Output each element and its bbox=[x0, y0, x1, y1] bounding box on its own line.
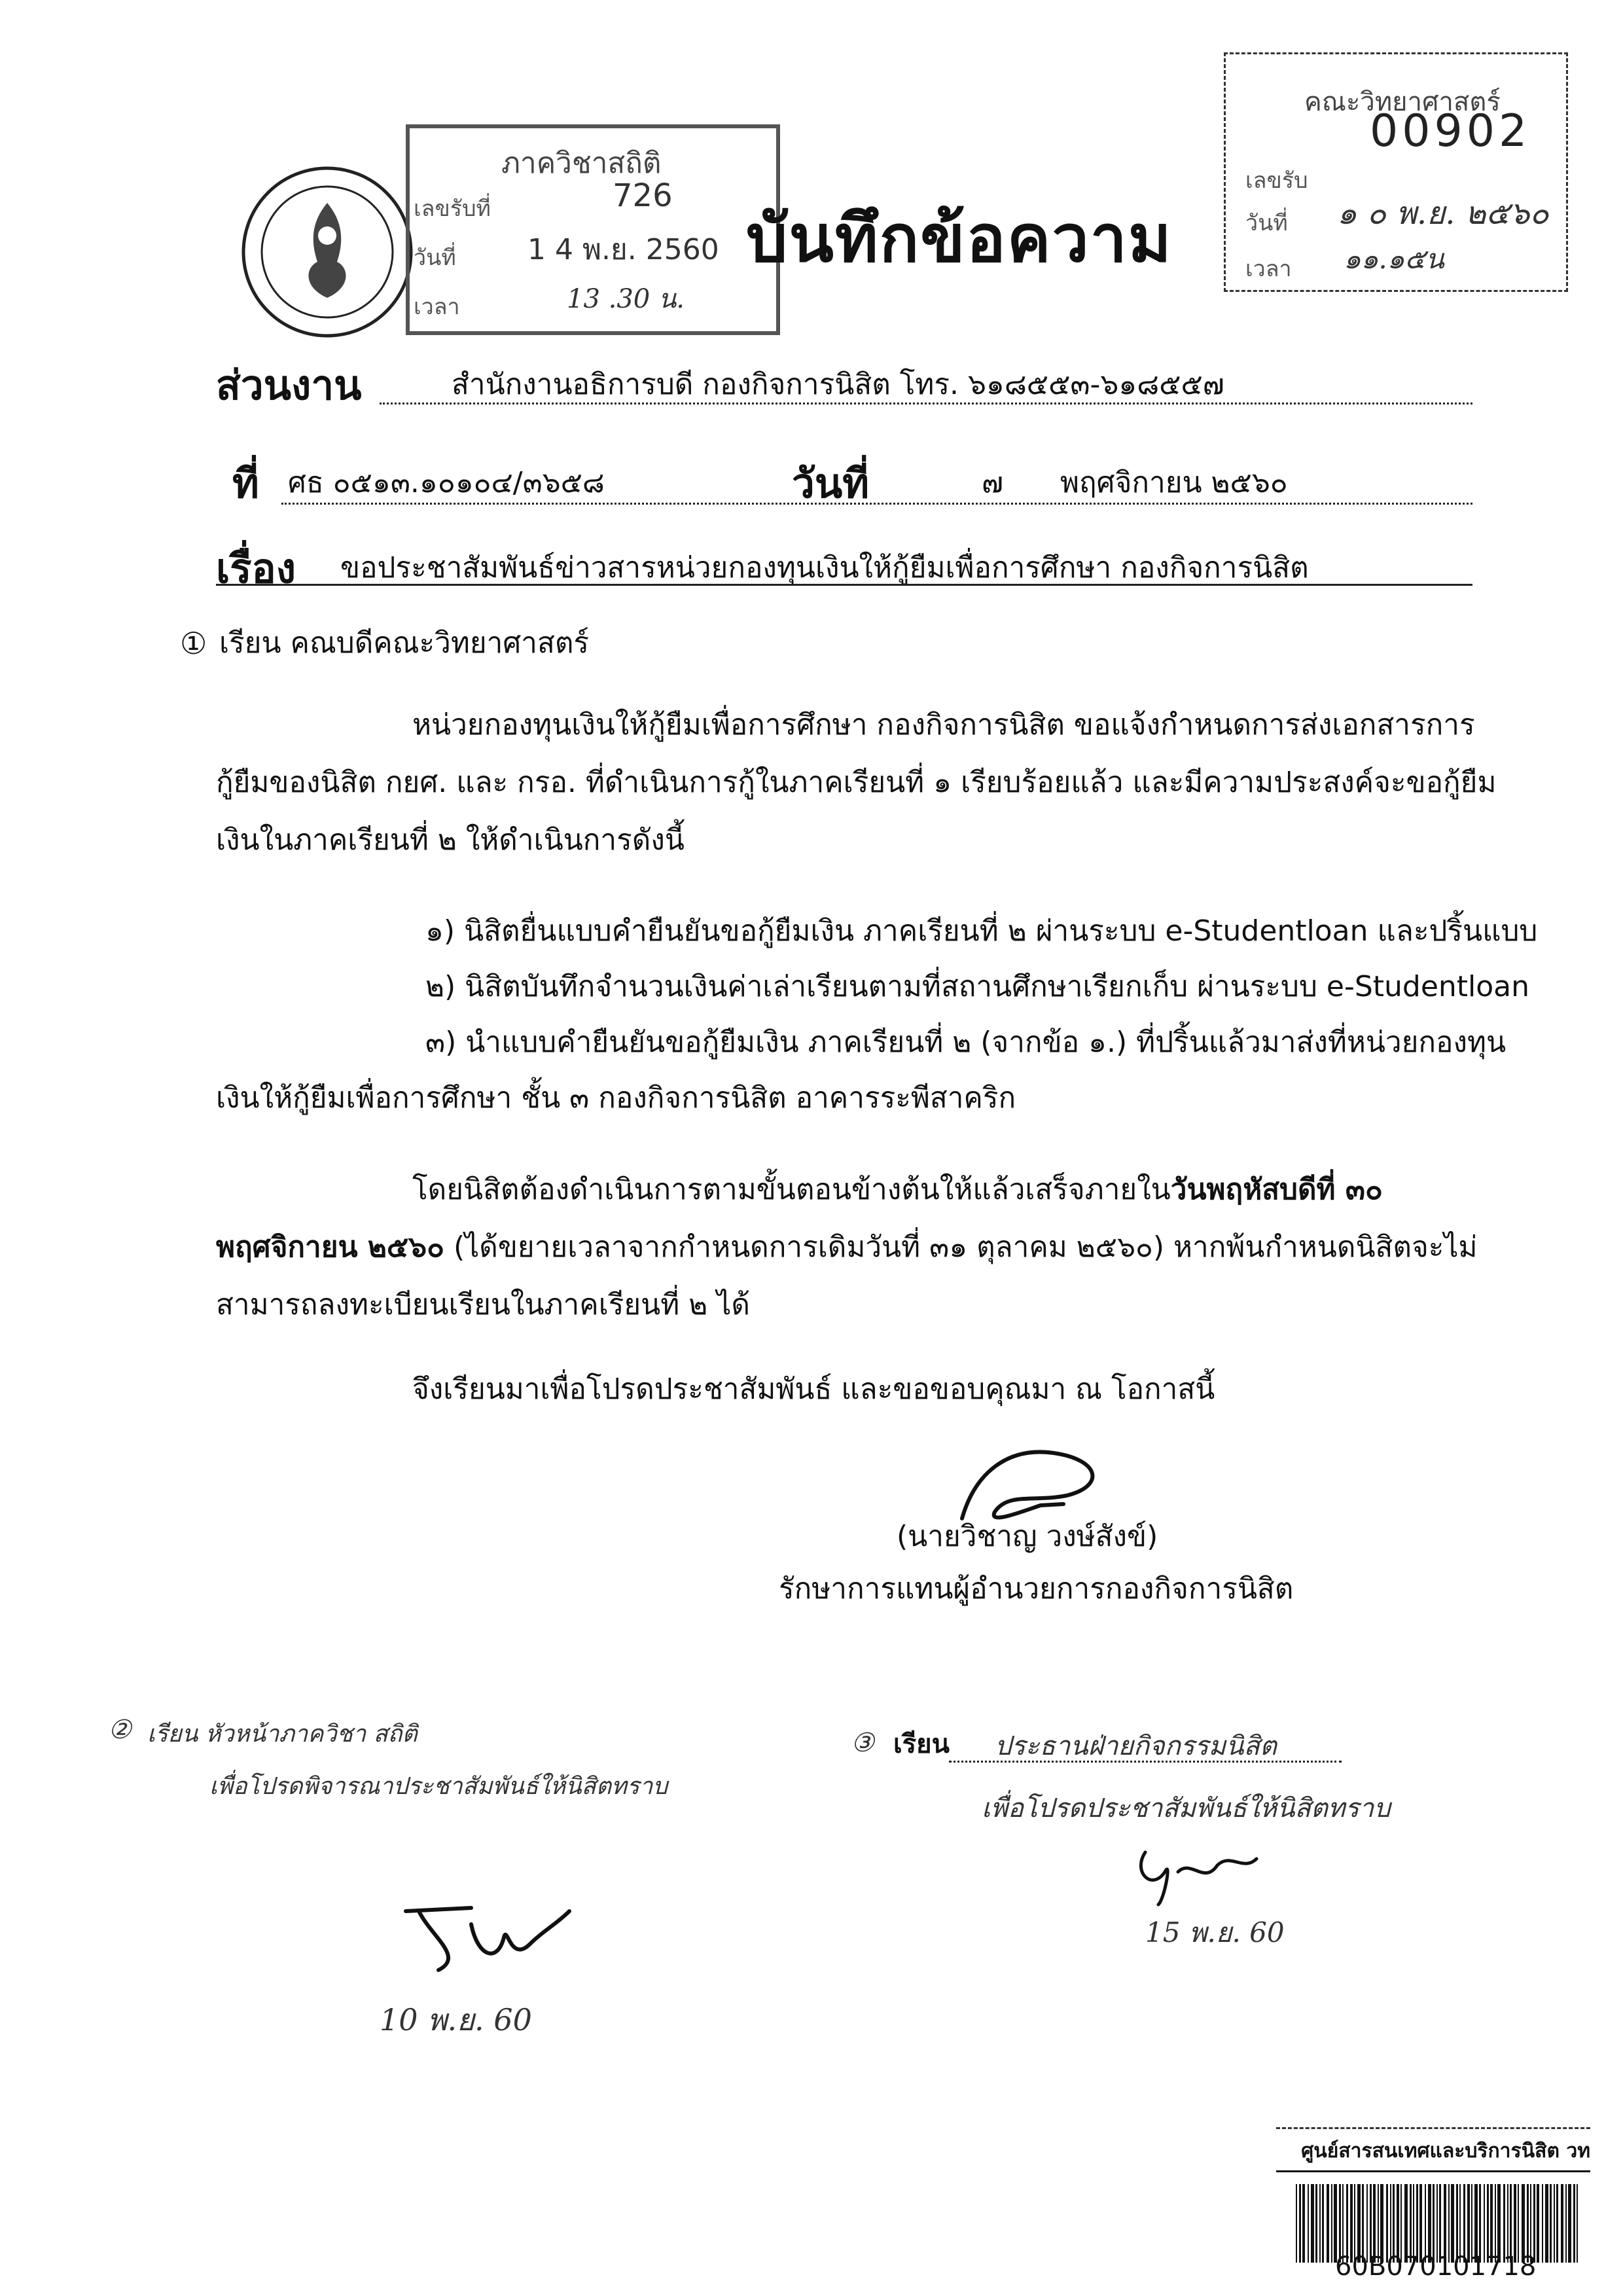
body-p2-line2 bbox=[216, 1229, 1478, 1265]
body-p1-line2: กู้ยืมของนิสิต กยศ. และ กรอ. ที่ดำเนินการกู้ในภาคเรียนที่ ๑ เรียบร้อยแล้ว และมีความประสงค์จะขอกู้ยืม bbox=[216, 766, 1497, 799]
stamp-date-value: ๑ ๐ พ.ย. ๒๕๖๐ bbox=[1337, 195, 1549, 232]
body-p2-line3: สามารถลงทะเบียนเรียนในภาคเรียนที่ ๒ ได้ bbox=[216, 1288, 750, 1321]
reference-label: ที่ bbox=[232, 459, 259, 507]
deadline-extension-note: (ได้ขยายเวลาจากกำหนดการเดิมวันที่ ๓๑ ตุลาคม ๒๕๖๐) หากพ้นกำหนดนิสิตจะไม่ bbox=[444, 1230, 1478, 1264]
document-title: บันทึกข้อความ bbox=[746, 200, 1173, 277]
stamp-time-value: 13 .30 น. bbox=[567, 284, 685, 314]
list-item-3-line1: ๓) นำแบบคำยืนยันขอกู้ยืมเงิน ภาคเรียนที่ ๒ (จากข้อ ๑.) ที่ปริ้นแล้วมาส่งที่หน่วยกองทุน bbox=[425, 1026, 1507, 1059]
salutation: เรียน คณบดีคณะวิทยาศาสตร์ bbox=[219, 626, 590, 660]
note3-marker: ③ bbox=[851, 1728, 874, 1758]
barcode-heading: ศูนย์สารสนเทศและบริการนิสิต วท bbox=[1301, 2140, 1590, 2162]
stamp-receipt-label: เลขรับที่ bbox=[414, 196, 491, 222]
department-receipt-stamp bbox=[406, 124, 780, 335]
note3-signature bbox=[1126, 1833, 1270, 1914]
date-value: พฤศจิกายน ๒๕๖๐ bbox=[1060, 466, 1288, 499]
barcode-label bbox=[1276, 2127, 1590, 2291]
list-item-1: ๑) นิสิตยื่นแบบคำยืนยันขอกู้ยืมเงิน ภาคเรียนที่ ๒ ผ่านระบบ e-Studentloan และปริ้นแบบ bbox=[425, 914, 1538, 948]
subject-label: เรื่อง bbox=[216, 545, 296, 592]
barcode-heading-rule bbox=[1276, 2170, 1590, 2172]
note2-line2: เพื่อโปรดพิจารณาประชาสัมพันธ์ให้นิสิตทราบ bbox=[209, 1773, 668, 1800]
note3-line2: เพื่อโปรดประชาสัมพันธ์ให้นิสิตทราบ bbox=[982, 1793, 1391, 1823]
note3-label: เรียน bbox=[893, 1729, 950, 1759]
stamp-heading: ภาควิชาสถิติ bbox=[501, 147, 662, 180]
agency-label: ส่วนงาน bbox=[216, 361, 362, 409]
reference-rule bbox=[281, 503, 1472, 505]
note2-date: 10 พ.ย. 60 bbox=[380, 2002, 532, 2037]
body-p1-line1: หน่วยกองทุนเงินให้กู้ยืมเพื่อการศึกษา กองกิจการนิสิต ขอแจ้งกำหนดการส่งเอกสารการ bbox=[412, 708, 1475, 742]
note2-line1: เรียน หัวหน้าภาควิชา สถิติ bbox=[147, 1721, 418, 1748]
stamp-date-label: วันที่ bbox=[1245, 210, 1288, 236]
list-item-2: ๒) นิสิตบันทึกจำนวนเงินค่าเล่าเรียนตามที่สถานศึกษาเรียกเก็บ ผ่านระบบ e-Studentloan bbox=[425, 970, 1530, 1003]
closing-line: จึงเรียนมาเพื่อโปรดประชาสัมพันธ์ และขอขอบคุณมา ณ โอกาสนี้ bbox=[412, 1372, 1215, 1406]
stamp-date-value: 1 4 พ.ย. 2560 bbox=[527, 233, 719, 266]
stamp-receipt-label: เลขรับ bbox=[1245, 168, 1308, 194]
subject-value: ขอประชาสัมพันธ์ข่าวสารหน่วยกองทุนเงินให้กู้ยืมเพื่อการศึกษา กองกิจการนิสิต bbox=[340, 551, 1309, 584]
body-p1-line3: เงินในภาคเรียนที่ ๒ ให้ดำเนินการดังนี้ bbox=[216, 823, 685, 857]
salutation-marker: ① bbox=[180, 626, 207, 661]
note2-marker: ② bbox=[108, 1715, 132, 1745]
agency-value: สำนักงานอธิการบดี กองกิจการนิสิต โทร. ๖๑๘๕๕๓-๖๑๘๕๕๗ bbox=[452, 368, 1224, 401]
note3-date: 15 พ.ย. 60 bbox=[1145, 1916, 1285, 1948]
reference-value: ศธ ๐๕๑๓.๑๐๑๐๔/๓๖๕๘ bbox=[288, 466, 605, 499]
stamp-time-value: ๑๑.๑๕น bbox=[1344, 243, 1444, 275]
deadline-date-part2: พฤศจิกายน ๒๕๖๐ bbox=[216, 1230, 444, 1264]
university-seal bbox=[239, 164, 416, 340]
list-item-3-line2: เงินให้กู้ยืมเพื่อการศึกษา ชั้น ๓ กองกิจการนิสิต อาคารระพีสาคริก bbox=[216, 1081, 1016, 1115]
stamp-time-label: เวลา bbox=[1245, 256, 1292, 282]
stamp-time-label: เวลา bbox=[414, 294, 460, 320]
barcode-number: 60B070101718 bbox=[1335, 2251, 1537, 2282]
stamp-date-label: วันที่ bbox=[414, 245, 456, 271]
stamp-heading: คณะวิทยาศาสตร์ bbox=[1304, 87, 1501, 117]
note3-rule bbox=[949, 1761, 1342, 1763]
barcode-bars bbox=[1296, 2184, 1584, 2263]
faculty-receipt-stamp bbox=[1224, 52, 1568, 292]
signatory-name: (นายวิชาญ วงษ์สังข์) bbox=[897, 1520, 1158, 1553]
date-label: วันที่ bbox=[792, 459, 870, 507]
deadline-intro: โดยนิสิตต้องดำเนินการตามขั้นตอนข้างต้นให้แล้วเสร็จภายใน bbox=[412, 1173, 1171, 1206]
stamp-number: 00902 bbox=[1370, 105, 1531, 157]
note3-line1: ประธานฝ่ายกิจกรรมนิสิต bbox=[995, 1731, 1277, 1761]
note2-signature bbox=[393, 1885, 589, 1986]
date-day: ๗ bbox=[982, 466, 1004, 499]
deadline-date-part1: วันพฤหัสบดีที่ ๓๐ bbox=[1170, 1173, 1383, 1206]
signatory-position: รักษาการแทนผู้อำนวยการกองกิจการนิสิต bbox=[779, 1572, 1294, 1605]
subject-rule bbox=[216, 584, 1472, 586]
stamp-receipt-number: 726 bbox=[613, 177, 673, 214]
body-p2-line1 bbox=[412, 1172, 1383, 1208]
agency-rule bbox=[380, 403, 1472, 404]
barcode-top-rule bbox=[1276, 2127, 1590, 2129]
